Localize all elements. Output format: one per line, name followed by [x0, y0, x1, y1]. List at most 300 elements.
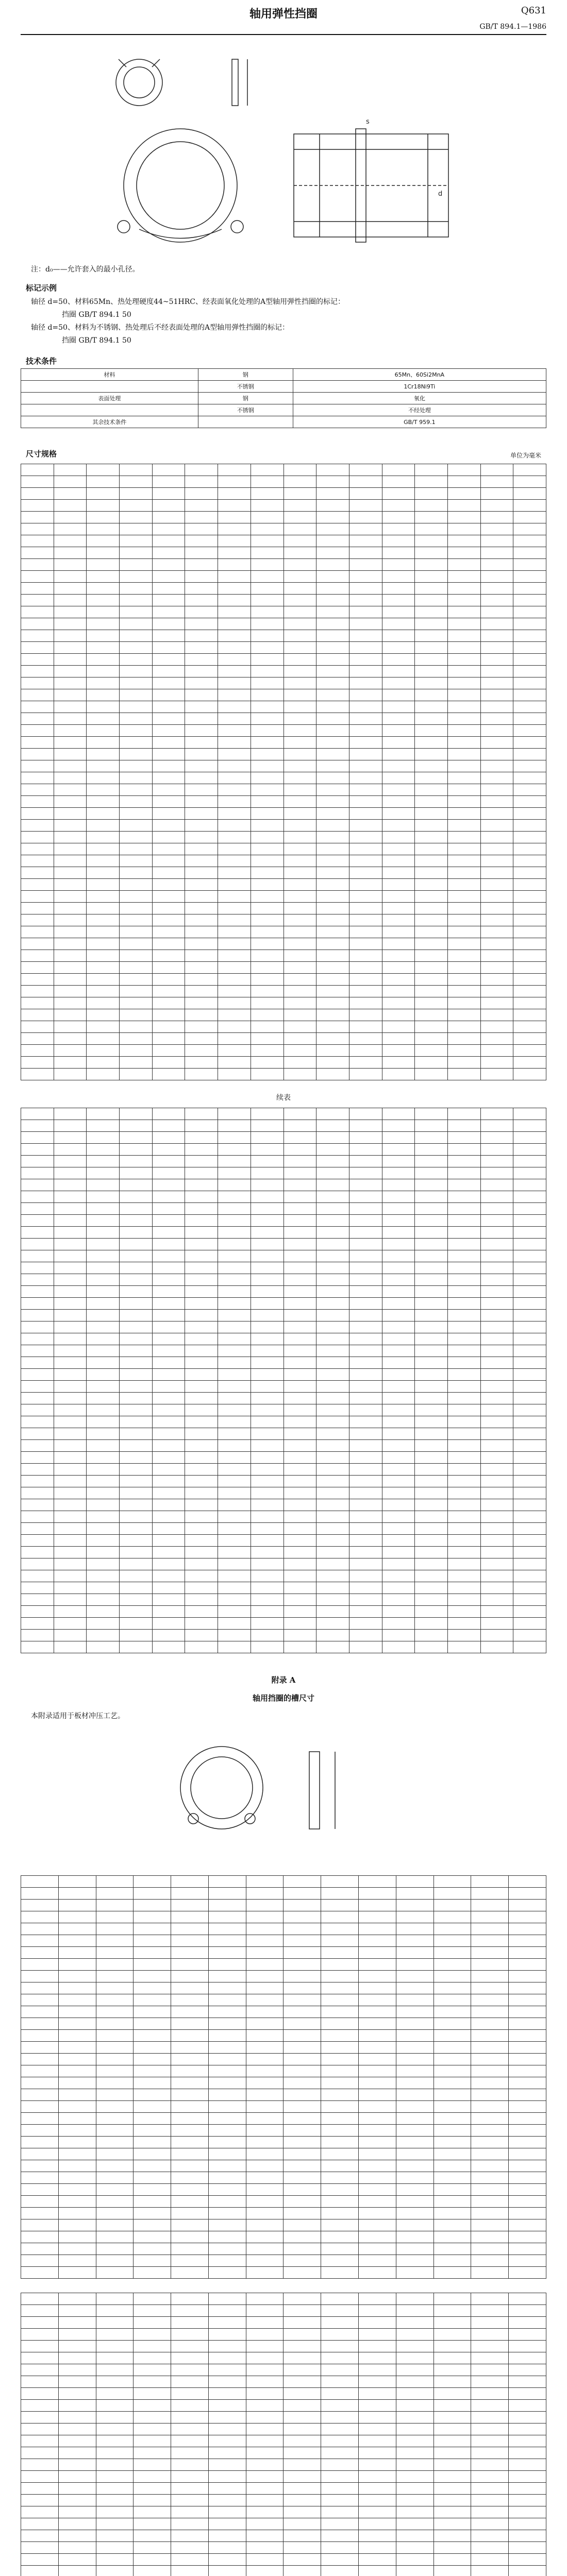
groove-1-cell [21, 2101, 59, 2113]
groove-1-cell [359, 2018, 396, 2030]
groove-1-cell [96, 2006, 134, 2018]
spec-a-cell [349, 476, 382, 488]
groove-1-cell [246, 2101, 284, 2113]
spec-a-cell [218, 796, 251, 808]
groove-1-cell [396, 2125, 433, 2137]
groove-2-cell [396, 2459, 433, 2471]
groove-1-cell [471, 2243, 509, 2255]
spec-a-cell [251, 606, 284, 618]
spec-a-cell [218, 488, 251, 500]
groove-2-cell [359, 2542, 396, 2554]
groove-1-cell [58, 1923, 96, 1935]
spec-b-cell [120, 1179, 153, 1191]
spec-a-row [21, 725, 546, 737]
spec-a-cell [349, 926, 382, 938]
spec-a-cell [284, 796, 316, 808]
spec-a-cell [54, 713, 87, 725]
spec-a-cell [349, 654, 382, 666]
spec-b-cell [349, 1239, 382, 1250]
spec-b-cell [480, 1404, 513, 1416]
spec-a-cell [185, 926, 218, 938]
spec-b-cell [152, 1523, 185, 1535]
spec-b-cell [480, 1369, 513, 1381]
groove-1-cell [471, 2208, 509, 2219]
tech-cell: 其余技术条件 [21, 416, 198, 428]
groove-1-cell [433, 1982, 471, 1994]
spec-a-cell [251, 962, 284, 974]
spec-a-cell [152, 832, 185, 843]
spec-a-cell [316, 595, 349, 606]
spec-b-cell [415, 1345, 448, 1357]
groove-1-cell [321, 2148, 359, 2160]
groove-1-cell [171, 2148, 209, 2160]
groove-1-cell [471, 2196, 509, 2208]
spec-b-cell [349, 1452, 382, 1464]
spec-a-cell [382, 808, 415, 820]
spec-a-cell [218, 666, 251, 677]
spec-a-cell [284, 476, 316, 488]
groove-2-cell [58, 2447, 96, 2459]
spec-b-row [21, 1618, 546, 1630]
spec-b-cell [480, 1582, 513, 1594]
spec-b-cell [120, 1298, 153, 1310]
groove-1-cell [96, 2030, 134, 2042]
groove-1-cell [284, 2219, 321, 2231]
spec-a-cell [480, 784, 513, 796]
spec-b-cell [87, 1630, 120, 1641]
spec-a-cell [513, 926, 546, 938]
spec-b-cell [513, 1250, 546, 1262]
groove-1-cell [321, 2160, 359, 2172]
groove-2-cell [171, 2530, 209, 2542]
spec-a-cell [284, 926, 316, 938]
spec-a-cell [218, 843, 251, 855]
spec-a-cell [251, 1021, 284, 1033]
groove-2-cell [509, 2530, 546, 2542]
spec-b-cell [480, 1487, 513, 1499]
groove-1-cell [321, 1911, 359, 1923]
spec-b-cell [120, 1428, 153, 1440]
groove-1-cell [471, 1947, 509, 1959]
spec-a-cell [21, 666, 54, 677]
spec-a-cell [185, 500, 218, 512]
groove-1-cell [284, 2231, 321, 2243]
groove-1-cell [96, 1994, 134, 2006]
groove-1-cell [134, 2006, 171, 2018]
groove-2-cell [96, 2554, 134, 2566]
groove-1-cell [96, 2042, 134, 2054]
spec-b-cell [447, 1250, 480, 1262]
spec-b-cell [316, 1156, 349, 1167]
groove-1-cell [359, 2030, 396, 2042]
groove-2-cell [96, 2293, 134, 2305]
spec-a-cell [54, 784, 87, 796]
spec-b-cell [447, 1487, 480, 1499]
groove-1-cell [396, 2018, 433, 2030]
spec-a-cell [316, 832, 349, 843]
spec-b-cell [349, 1357, 382, 1369]
spec-a-cell [349, 784, 382, 796]
spec-a-cell [218, 701, 251, 713]
spec-a-cell [218, 476, 251, 488]
spec-a-cell [447, 725, 480, 737]
spec-b-cell [480, 1452, 513, 1464]
spec-a-cell [415, 772, 448, 784]
spec-b-cell [120, 1310, 153, 1321]
spec-a-cell [284, 832, 316, 843]
spec-b-cell [480, 1464, 513, 1476]
spec-a-cell [218, 606, 251, 618]
spec-b-cell [21, 1547, 54, 1558]
spec-a-cell [218, 891, 251, 903]
groove-1-cell [284, 1994, 321, 2006]
groove-1-cell [321, 2125, 359, 2137]
groove-1-cell [96, 1959, 134, 1971]
groove-2-cell [471, 2495, 509, 2506]
spec-a-cell [480, 914, 513, 926]
groove-2-row [21, 2530, 546, 2542]
spec-a-cell [21, 843, 54, 855]
tech-cell: 不经处理 [293, 404, 546, 416]
spec-b-cell [447, 1558, 480, 1570]
spec-b-cell [54, 1594, 87, 1606]
groove-1-cell [471, 1888, 509, 1900]
spec-a-cell [513, 583, 546, 595]
groove-1-cell [321, 2219, 359, 2231]
groove-1-cell [58, 2030, 96, 2042]
spec-a-row [21, 571, 546, 583]
spec-b-cell [218, 1167, 251, 1179]
spec-b-cell [218, 1535, 251, 1547]
spec-b-cell [284, 1487, 316, 1499]
appendix-a-subtitle: 轴用挡圈的槽尺寸 [252, 1693, 314, 1703]
spec-b-cell [480, 1357, 513, 1369]
spec-a-cell [185, 666, 218, 677]
spec-b-cell [251, 1274, 284, 1286]
groove-1-cell [433, 2267, 471, 2279]
spec-b-cell [152, 1476, 185, 1487]
spec-a-cell [447, 843, 480, 855]
spec-a-cell [54, 606, 87, 618]
spec-a-cell [185, 997, 218, 1009]
groove-2-cell [246, 2554, 284, 2566]
groove-1-cell [359, 2101, 396, 2113]
spec-b-cell [447, 1108, 480, 1120]
spec-a-cell [21, 1009, 54, 1021]
groove-2-cell [396, 2542, 433, 2554]
groove-2-cell [21, 2364, 59, 2376]
spec-b-cell [284, 1144, 316, 1156]
spec-a-cell [120, 997, 153, 1009]
spec-a-cell [447, 464, 480, 476]
spec-b-cell [251, 1357, 284, 1369]
spec-a-cell [316, 1057, 349, 1069]
spec-a-cell [382, 749, 415, 760]
groove-2-cell [509, 2388, 546, 2400]
spec-a-cell [284, 1045, 316, 1057]
groove-1-cell [171, 1888, 209, 1900]
spec-b-cell [415, 1523, 448, 1535]
spec-a-cell [120, 1045, 153, 1057]
groove-2-cell [171, 2293, 209, 2305]
spec-a-cell [349, 464, 382, 476]
spec-b-cell [218, 1345, 251, 1357]
spec-b-cell [284, 1630, 316, 1641]
spec-b-cell [54, 1547, 87, 1558]
spec-a-cell [120, 1021, 153, 1033]
spec-b-cell [185, 1156, 218, 1167]
spec-b-cell [447, 1227, 480, 1239]
spec-b-cell [415, 1570, 448, 1582]
spec-a-cell [185, 772, 218, 784]
groove-1-cell [433, 2243, 471, 2255]
groove-2-cell [359, 2424, 396, 2435]
groove-1-cell [433, 2006, 471, 2018]
spec-b-cell [480, 1476, 513, 1487]
table-a-unit: 单位为毫米 [510, 452, 541, 459]
groove-1-cell [246, 2160, 284, 2172]
spec-b-cell [218, 1381, 251, 1393]
groove-1-cell [134, 2219, 171, 2231]
spec-b-cell [349, 1215, 382, 1227]
groove-1-cell [208, 2196, 246, 2208]
spec-a-cell [382, 760, 415, 772]
groove-2-cell [134, 2352, 171, 2364]
spec-a-cell [513, 666, 546, 677]
spec-b-cell [54, 1487, 87, 1499]
spec-a-cell [447, 523, 480, 535]
groove-1-cell [321, 1923, 359, 1935]
spec-b-cell [382, 1274, 415, 1286]
spec-b-row [21, 1345, 546, 1357]
groove-1-cell [171, 2042, 209, 2054]
spec-b-cell [513, 1120, 546, 1132]
spec-b-cell [382, 1298, 415, 1310]
groove-1-cell [359, 2006, 396, 2018]
spec-a-cell [382, 1009, 415, 1021]
groove-1-cell [246, 2137, 284, 2148]
groove-2-cell [171, 2352, 209, 2364]
spec-b-cell [251, 1239, 284, 1250]
groove-1-cell [433, 2208, 471, 2219]
spec-a-cell [218, 772, 251, 784]
spec-a-cell [349, 1069, 382, 1080]
spec-a-cell [447, 1045, 480, 1057]
groove-1-cell [208, 2113, 246, 2125]
spec-a-cell [415, 974, 448, 986]
groove-2-cell [58, 2329, 96, 2341]
spec-b-cell [185, 1641, 218, 1653]
spec-b-cell [480, 1298, 513, 1310]
spec-a-cell [54, 654, 87, 666]
groove-1-cell [171, 2160, 209, 2172]
spec-b-cell [54, 1570, 87, 1582]
spec-b-cell [87, 1476, 120, 1487]
spec-b-cell [251, 1523, 284, 1535]
groove-1-cell [246, 2172, 284, 2184]
spec-a-cell [284, 677, 316, 689]
groove-1-cell [21, 2172, 59, 2184]
spec-b-cell [21, 1428, 54, 1440]
groove-2-cell [208, 2329, 246, 2341]
spec-b-cell [480, 1108, 513, 1120]
spec-a-cell [251, 547, 284, 559]
spec-a-cell [447, 654, 480, 666]
spec-b-cell [316, 1464, 349, 1476]
spec-b-cell [54, 1203, 87, 1215]
spec-a-cell [54, 843, 87, 855]
groove-1-cell [359, 1900, 396, 1911]
spec-a-cell [480, 1045, 513, 1057]
groove-1-row [21, 1900, 546, 1911]
spec-b-cell [21, 1476, 54, 1487]
spec-a-cell [382, 784, 415, 796]
groove-2-cell [359, 2483, 396, 2495]
spec-a-cell [21, 630, 54, 642]
spec-a-cell [120, 476, 153, 488]
groove-1-cell [321, 1888, 359, 1900]
spec-b-cell [185, 1250, 218, 1262]
groove-1-cell [21, 2125, 59, 2137]
spec-b-cell [382, 1369, 415, 1381]
groove-1-cell [433, 2148, 471, 2160]
spec-b-row [21, 1274, 546, 1286]
spec-b-cell [218, 1369, 251, 1381]
spec-a-cell [218, 1009, 251, 1021]
spec-b-cell [284, 1167, 316, 1179]
groove-1-cell [58, 2219, 96, 2231]
groove-1-row [21, 2113, 546, 2125]
spec-a-row [21, 595, 546, 606]
groove-1-cell [96, 2160, 134, 2172]
spec-b-cell [120, 1618, 153, 1630]
spec-a-cell [382, 986, 415, 997]
spec-a-cell [284, 938, 316, 950]
spec-a-row [21, 606, 546, 618]
spec-a-cell [447, 1021, 480, 1033]
groove-1-cell [321, 2077, 359, 2089]
spec-a-cell [152, 725, 185, 737]
groove-1-cell [471, 2065, 509, 2077]
spec-a-cell [21, 962, 54, 974]
groove-1-cell [246, 2089, 284, 2101]
spec-a-cell [480, 796, 513, 808]
groove-2-cell [246, 2435, 284, 2447]
spec-b-cell [284, 1547, 316, 1558]
spec-b-cell [284, 1227, 316, 1239]
spec-a-cell [152, 808, 185, 820]
spec-a-cell [480, 1021, 513, 1033]
spec-a-cell [54, 642, 87, 654]
groove-1-cell [433, 2137, 471, 2148]
groove-1-cell [171, 2065, 209, 2077]
spec-b-row [21, 1582, 546, 1594]
spec-b-row [21, 1203, 546, 1215]
spec-a-cell [284, 855, 316, 867]
spec-b-cell [21, 1156, 54, 1167]
groove-2-cell [471, 2317, 509, 2329]
groove-1-cell [246, 1900, 284, 1911]
spec-a-cell [480, 642, 513, 654]
spec-b-cell [185, 1428, 218, 1440]
groove-1-cell [134, 2267, 171, 2279]
groove-2-row [21, 2483, 546, 2495]
groove-1-cell [509, 2077, 546, 2089]
groove-2-cell [171, 2483, 209, 2495]
groove-1-cell [208, 2054, 246, 2065]
spec-b-cell [21, 1203, 54, 1215]
groove-1-cell [208, 2030, 246, 2042]
spec-b-row [21, 1476, 546, 1487]
spec-a-cell [284, 642, 316, 654]
spec-a-row [21, 997, 546, 1009]
spec-b-row [21, 1132, 546, 1144]
spec-b-cell [152, 1321, 185, 1333]
groove-2-cell [171, 2495, 209, 2506]
spec-b-cell [251, 1606, 284, 1618]
groove-1-cell [359, 2042, 396, 2054]
spec-a-cell [447, 689, 480, 701]
spec-b-cell [284, 1416, 316, 1428]
spec-b-cell [218, 1250, 251, 1262]
spec-a-cell [87, 997, 120, 1009]
spec-b-cell [316, 1227, 349, 1239]
groove-1-cell [208, 1900, 246, 1911]
spec-a-cell [382, 701, 415, 713]
groove-2-cell [246, 2388, 284, 2400]
groove-2-cell [321, 2329, 359, 2341]
spec-b-cell [120, 1381, 153, 1393]
spec-b-cell [349, 1582, 382, 1594]
spec-a-cell [284, 1069, 316, 1080]
spec-a-cell [54, 867, 87, 879]
spec-a-cell [415, 962, 448, 974]
spec-b-cell [87, 1440, 120, 1452]
spec-a-cell [513, 642, 546, 654]
spec-a-cell [480, 974, 513, 986]
groove-1-cell [396, 2208, 433, 2219]
spec-b-cell [120, 1452, 153, 1464]
spec-b-cell [382, 1558, 415, 1570]
spec-b-cell [447, 1393, 480, 1404]
groove-2-cell [208, 2506, 246, 2518]
spec-a-cell [185, 867, 218, 879]
spec-b-cell [218, 1286, 251, 1298]
spec-a-cell [87, 630, 120, 642]
groove-1-cell [208, 2101, 246, 2113]
spec-a-cell [152, 677, 185, 689]
spec-b-cell [284, 1428, 316, 1440]
spec-a-cell [480, 891, 513, 903]
groove-2-cell [208, 2542, 246, 2554]
spec-b-cell [251, 1464, 284, 1476]
spec-b-cell [480, 1250, 513, 1262]
groove-1-cell [359, 2172, 396, 2184]
groove-1-cell [246, 2208, 284, 2219]
spec-a-cell [87, 618, 120, 630]
spec-b-cell [251, 1120, 284, 1132]
groove-2-cell [171, 2566, 209, 2576]
spec-a-cell [87, 938, 120, 950]
spec-a-cell [251, 488, 284, 500]
spec-a-cell [185, 630, 218, 642]
spec-b-cell [251, 1310, 284, 1321]
spec-b-cell [87, 1369, 120, 1381]
spec-b-cell [447, 1606, 480, 1618]
groove-1-cell [134, 1994, 171, 2006]
spec-a-cell [513, 962, 546, 974]
spec-b-cell [349, 1369, 382, 1381]
